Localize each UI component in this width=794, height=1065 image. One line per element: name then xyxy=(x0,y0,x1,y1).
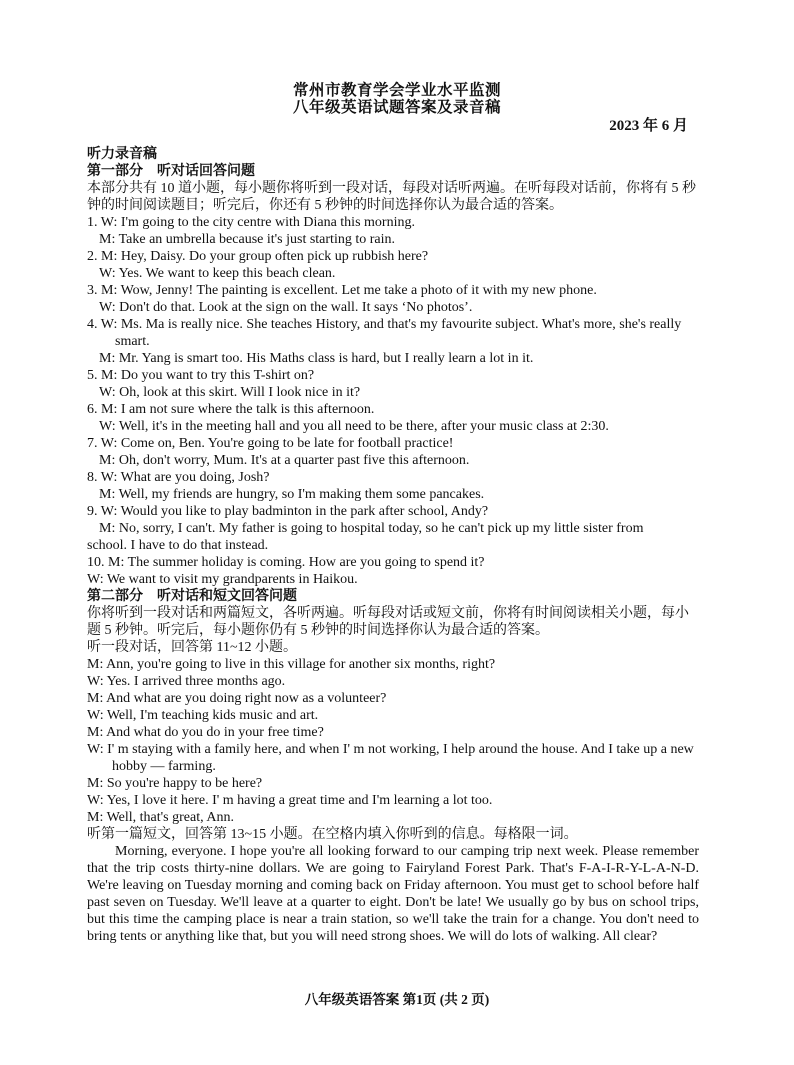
passage-intro: 听第一篇短文，回答第 13~15 小题。在空格内填入你听到的信息。每格限一词。 xyxy=(87,827,578,842)
dialogue-line: W: Yes. I arrived three months ago. xyxy=(87,674,286,689)
item-3-question: 3. M: Wow, Jenny! The painting is excellent. Let me take a photo of it with my new phone. xyxy=(87,283,597,298)
dialogue-line: W: Yes, I love it here. I' m having a great time and I'm learning a lot too. xyxy=(87,793,493,808)
exam-title-line2: 八年级英语试题答案及录音稿 xyxy=(292,99,501,116)
section-heading-transcript: 听力录音稿 xyxy=(87,147,157,162)
dialogue-line: M: Ann, you're going to live in this village for another six months, right? xyxy=(87,657,496,672)
item-4-question: 4. W: Ms. Ma is really nice. She teaches History, and that's my favourite subject. What's more, she's really smart. xyxy=(87,317,682,349)
dialogue-line: W: I' m staying with a family here, and when I' m not working, I help around the house. And I take up a new hobby — farming. xyxy=(87,742,694,774)
item-5-answer: W: Oh, look at this skirt. Will I look nice in it? xyxy=(99,385,361,400)
item-8-question: 8. W: What are you doing, Josh? xyxy=(87,470,270,485)
part1-instructions: 本部分共有 10 道小题，每小题你将听到一段对话，每段对话听两遍。在听每段对话前，你将有 5 秒钟的时间阅读题目；听完后，你还有 5 秒钟的时间选择你认为最合适的答案。 xyxy=(87,181,696,213)
item-9-question: 9. W: Would you like to play badminton in the park after school, Andy? xyxy=(87,504,489,519)
item-5-question: 5. M: Do you want to try this T-shirt on? xyxy=(87,368,315,383)
item-1-answer: M: Take an umbrella because it's just starting to rain. xyxy=(99,232,395,247)
dialogue-line: W: Well, I'm teaching kids music and art. xyxy=(87,708,319,723)
dialogue-intro: 听一段对话，回答第 11~12 小题。 xyxy=(87,640,298,655)
item-7-question: 7. W: Come on, Ben. You're going to be late for football practice! xyxy=(87,436,454,451)
item-6-answer: W: Well, it's in the meeting hall and you all need to be there, after your music class at 2:30. xyxy=(99,419,609,434)
exam-date: 2023 年 6 月 xyxy=(609,118,688,134)
part2-heading: 第二部分 听对话和短文回答问题 xyxy=(87,589,297,604)
item-7-answer: M: Oh, don't worry, Mum. It's at a quarter past five this afternoon. xyxy=(99,453,470,468)
passage-text: Morning, everyone. I hope you're all looking forward to our camping trip next week. Please remember that the trip costs thirty-nine dollars. We are going to Fairyland Forest Park. That's F-A-I-R-Y-L-A-N-D. We're leaving on Tuesday morning and coming back on Friday afternoon. You must get to school before half past seven on Tuesday. We'll leave at a quarter to eight. Don't be late! We usually go by bus on school trips, but this time the camping place is near a train station, so we'll take the train for a change. You don't need to bring tents or anything like that, but you will need strong shoes. We will do lots of walking. All clear? xyxy=(87,844,699,944)
exam-title-line1: 常州市教育学会学业水平监测 xyxy=(292,82,501,99)
item-1-question: 1. W: I'm going to the city centre with Diana this morning. xyxy=(87,215,415,230)
item-3-answer: W: Don't do that. Look at the sign on the wall. It says ‘No photos’. xyxy=(99,300,473,315)
page-footer: 八年级英语答案 第1页 (共 2 页) xyxy=(304,992,490,1007)
item-2-answer: W: Yes. We want to keep this beach clean. xyxy=(99,266,336,281)
dialogue-line: M: And what do you do in your free time? xyxy=(87,725,324,740)
part1-heading: 第一部分 听对话回答问题 xyxy=(87,164,255,179)
item-10-question: 10. M: The summer holiday is coming. How are you going to spend it? xyxy=(87,555,485,570)
dialogue-line: M: Well, that's great, Ann. xyxy=(87,810,234,825)
item-6-question: 6. M: I am not sure where the talk is this afternoon. xyxy=(87,402,375,417)
dialogue-line: M: So you're happy to be here? xyxy=(87,776,263,791)
transcript-content xyxy=(87,146,699,945)
dialogue-line: M: And what are you doing right now as a volunteer? xyxy=(87,691,387,706)
item-2-question: 2. M: Hey, Daisy. Do your group often pick up rubbish here? xyxy=(87,249,429,264)
item-4-answer: M: Mr. Yang is smart too. His Maths class is hard, but I really learn a lot in it. xyxy=(99,351,534,366)
item-10-answer: W: We want to visit my grandparents in Haikou. xyxy=(87,572,358,587)
part2-instructions: 你将听到一段对话和两篇短文，各听两遍。听每段对话或短文前，你将有时间阅读相关小题，每小题 5 秒钟。听完后，每小题你仍有 5 秒钟的时间选择你认为最合适的答案。 xyxy=(87,606,689,638)
item-8-answer: M: Well, my friends are hungry, so I'm making them some pancakes. xyxy=(99,487,485,502)
item-9-answer-line1: M: No, sorry, I can't. My father is going to hospital today, so he can't pick up my little sister from xyxy=(99,521,644,536)
item-9-answer-line2: school. I have to do that instead. xyxy=(87,538,269,553)
